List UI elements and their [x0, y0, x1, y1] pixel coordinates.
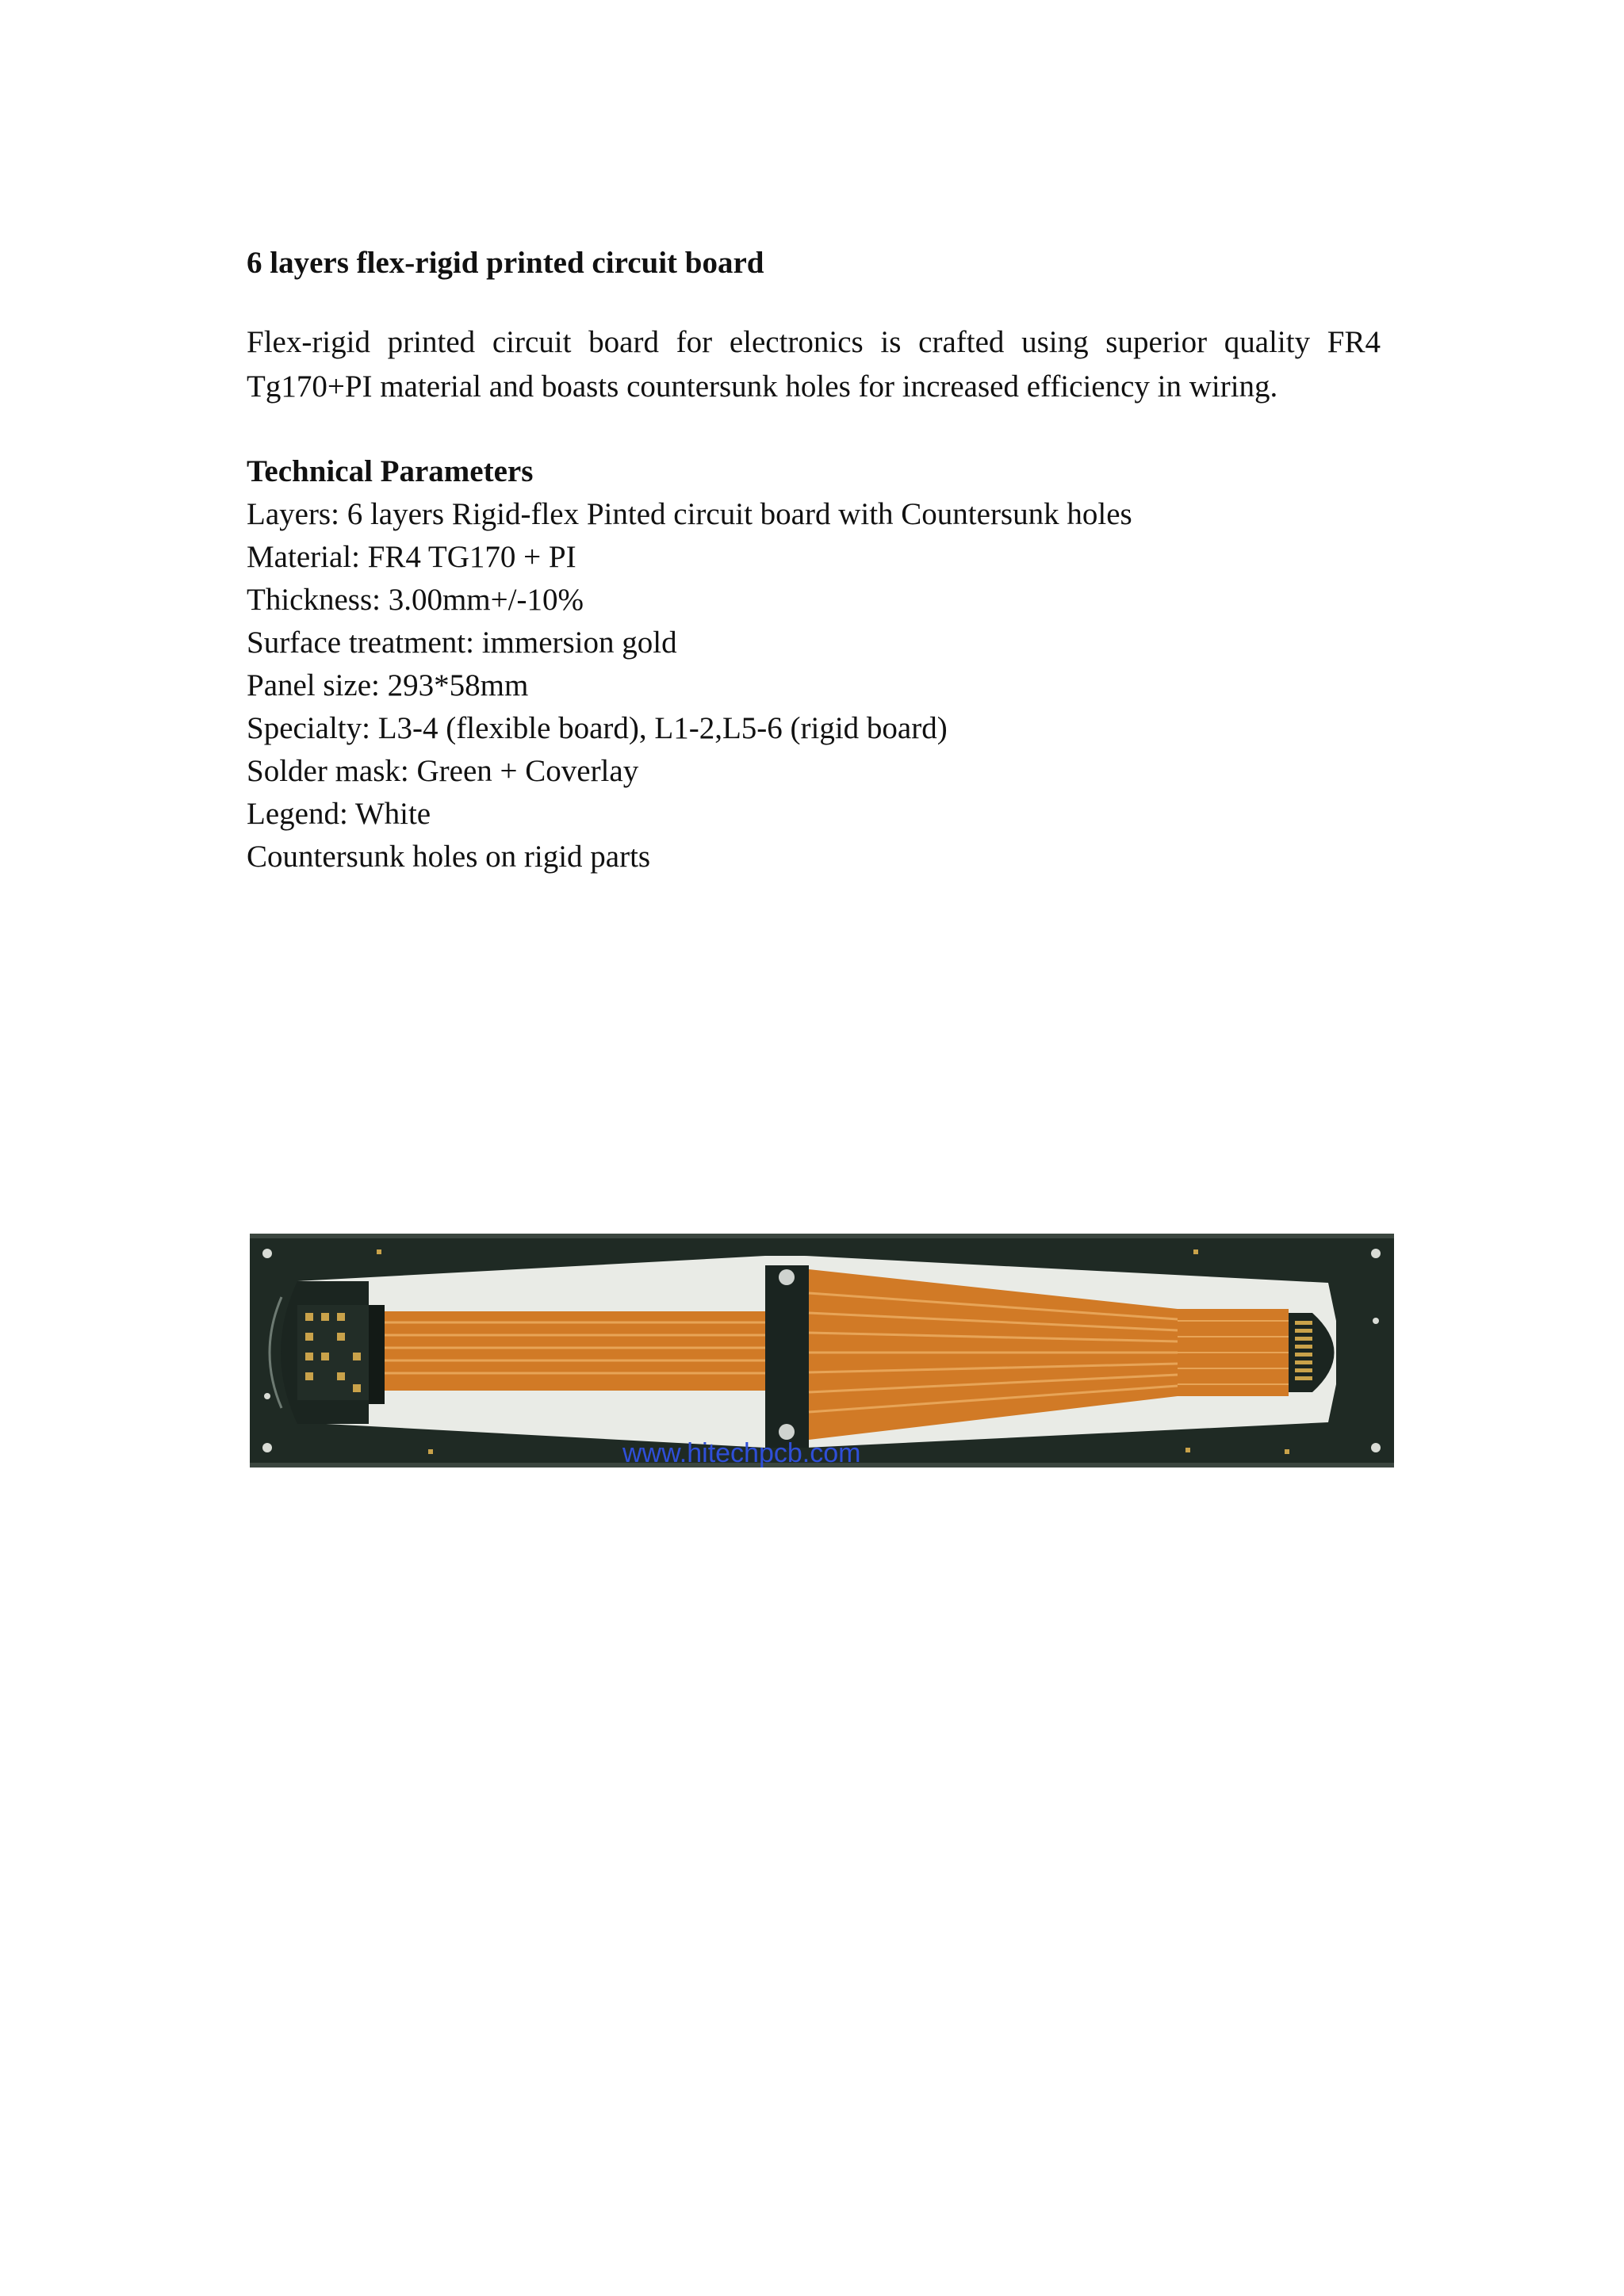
parameter-legend: Legend: White [247, 797, 431, 831]
document-body [247, 238, 1381, 878]
parameter-list [247, 493, 1381, 878]
intro-paragraph: Flex-rigid printed circuit board for electronics is crafted using superior quality FR4 Tg170+PI material and boasts countersunk holes for increased efficiency in wiring. [247, 325, 1381, 404]
pcb-photo [250, 1234, 1394, 1468]
pcb-illustration [250, 1234, 1394, 1468]
center-stiffener [765, 1265, 809, 1448]
parameter-panel-size: Panel size: 293*58mm [247, 668, 529, 702]
parameter-specialty: Specialty: L3-4 (flexible board), L1-2,L5-6 (rigid board) [247, 711, 948, 745]
parameter-material: Material: FR4 TG170 + PI [247, 540, 576, 574]
document-title: 6 layers flex-rigid printed circuit board [247, 246, 764, 280]
parameter-solder-mask: Solder mask: Green + Coverlay [247, 754, 639, 788]
parameter-countersunk: Countersunk holes on rigid parts [247, 840, 651, 874]
parameter-layers: Layers: 6 layers Rigid-flex Pinted circuit board with Countersunk holes [247, 497, 1132, 531]
parameter-thickness: Thickness: 3.00mm+/-10% [247, 583, 584, 617]
photo-watermark: www.hitechpcb.com [622, 1438, 861, 1468]
technical-parameters-heading: Technical Parameters [247, 454, 534, 488]
parameter-surface-treatment: Surface treatment: immersion gold [247, 626, 677, 660]
